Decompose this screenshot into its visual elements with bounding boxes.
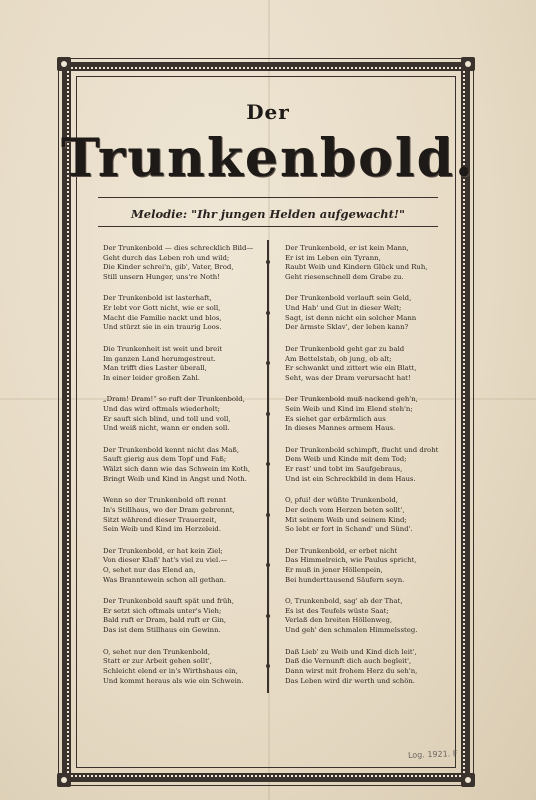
verse-line: Der Trunkenbold, er erbet nicht	[285, 546, 398, 555]
left-column	[103, 244, 283, 698]
verse-line: Sitzt während dieser Trauerzeit,	[103, 515, 217, 524]
verse-line: Er rast' und tobt im Saufgebraus,	[285, 465, 403, 474]
stanza	[103, 395, 283, 433]
divider-ornament	[266, 462, 270, 466]
stanza	[285, 597, 465, 635]
verse-line: „Dram! Dram!“ so ruft der Trunkenbold,	[103, 395, 245, 404]
verse-line: Und Hab' und Gut in dieser Welt;	[285, 304, 402, 313]
verse-line: Der Trunkenbold geht gar zu bald	[285, 344, 405, 353]
divider-ornament	[266, 614, 270, 618]
verse-line: In dieses Mannes armem Haus.	[285, 424, 396, 433]
verse-line: Und kommt heraus als wie ein Schwein.	[103, 676, 244, 685]
melody-line: Melodie: "Ihr jungen Helden aufgewacht!"	[131, 207, 405, 221]
verse-line: Wälzt sich dann wie das Schwein im Koth,	[103, 465, 251, 474]
verse-line: Wenn so der Trunkenbold oft rennt	[103, 496, 227, 505]
verse-line: Und das wird oftmals wiederholt;	[103, 405, 220, 413]
title-article: Der	[246, 100, 290, 124]
verse-line: Der Trunkenbold muß nackend geh'n,	[285, 395, 418, 404]
verse-line: Er schwankt und zittert wie ein Blatt,	[285, 364, 417, 373]
verse-line: Verlaß den breiten Höllenweg,	[285, 616, 393, 625]
divider-ornament	[266, 513, 270, 517]
stanza	[285, 294, 465, 332]
verse-line: Seht, was der Dram verursacht hat!	[285, 373, 411, 382]
verse-line: Schleicht elend er in's Wirthshaus ein,	[103, 666, 238, 675]
stanza	[285, 446, 465, 484]
divider-ornament	[266, 412, 270, 416]
verse-line: Er muß in jener Höllenpein,	[285, 566, 383, 574]
stanza	[103, 648, 283, 686]
verse-line: Der Trunkenbold — dies schrecklich Bild—	[103, 244, 254, 252]
verse-line: Der ärmste Sklav', der leben kann?	[285, 323, 409, 332]
stanza	[103, 244, 283, 282]
verse-line: Dann wirst mit frohem Herz du seh'n,	[285, 666, 418, 675]
verse-line: Und weiß nicht, wann er enden soll.	[103, 424, 230, 433]
page-title: Trunkenbold.	[60, 128, 476, 189]
verse-line: Und ist ein Schreckbild in dem Haus.	[285, 474, 416, 483]
verse-line: O, pfui! der wüßte Trunkenbold,	[285, 496, 398, 505]
divider-ornament	[266, 311, 270, 315]
verse-line: Sein Weib und Kind im Elend steh'n;	[285, 405, 413, 413]
verse-line: Der Trunkenbold schimpft, flucht und droht	[285, 445, 439, 454]
corner-ornament-tr	[461, 57, 475, 71]
verse-line: Das Leben wird dir werth und schön.	[285, 676, 415, 685]
corner-ornament-tl	[57, 57, 71, 71]
verse-line: Der Trunkenbold, er ist kein Mann,	[285, 244, 409, 252]
verse-line: Was Branntewein schon all gethan.	[103, 575, 227, 584]
verse-line: O, sehet nur den Trunkenbold,	[103, 647, 211, 656]
verse-line: Die Kinder schrei'n, gib', Vater, Brod,	[103, 263, 234, 272]
verse-line: Das ist dem Stillhaus ein Gewinn.	[103, 626, 221, 635]
verse-line: Es siehet gar erbärmlich aus	[285, 414, 386, 423]
verse-line: Der Trunkenbold kennt nicht das Maß,	[103, 445, 240, 454]
verse-line: Man trifft dies Laster überall,	[103, 364, 207, 373]
verse-line: O, sehet nur das Elend an,	[103, 566, 196, 574]
stanza	[103, 496, 283, 534]
verse-line: Geht riesenschnell dem Grabe zu.	[285, 272, 404, 281]
verse-line: Bei hunderttausend Säufern seyn.	[285, 575, 405, 584]
archive-stamp: Log. 1921. F	[407, 749, 458, 760]
verse-line: Er lebt vor Gott nicht, wie er soll,	[103, 304, 221, 313]
corner-ornament-br	[461, 773, 475, 787]
stanza	[285, 496, 465, 534]
verse-line: Und stürzt sie in ein traurig Loos.	[103, 323, 222, 332]
right-column	[285, 244, 465, 698]
verse-line: Er sauft sich blind, und toll und voll,	[103, 414, 231, 423]
column-divider	[266, 240, 270, 693]
verse-line: Sagt, ist denn nicht ein solcher Mann	[285, 313, 417, 322]
verse-line: Mit seinem Weib und seinem Kind;	[285, 515, 407, 524]
verse-line: Raubt Weib und Kindern Glück und Ruh,	[285, 263, 428, 272]
stanza	[103, 597, 283, 635]
verse-line: Er ist im Leben ein Tyrann,	[285, 253, 381, 262]
stanza	[285, 648, 465, 686]
verse-line: Bald ruft er Dram, bald ruft er Gin,	[103, 616, 227, 625]
verse-line: In's Stillhaus, wo der Dram gebrennt,	[103, 505, 235, 514]
verse-line: Die Trunkenheit ist weit und breit	[103, 344, 223, 353]
verse-line: Von dieser Klaß' hat's viel zu viel.—	[103, 556, 228, 565]
verse-line: Im ganzen Land herumgestreut.	[103, 354, 216, 363]
stanza	[285, 345, 465, 383]
title-rule-bottom	[98, 226, 438, 227]
divider-ornament	[266, 361, 270, 365]
verse-line: Daß Lieb' zu Weib und Kind dich leit',	[285, 647, 417, 656]
stanza	[285, 244, 465, 282]
verse-line: So lebt er fort in Schand' und Sünd'.	[285, 525, 413, 534]
verse-line: Sein Weib und Kind im Herzeleid.	[103, 525, 222, 534]
verse-line: O, Trunkenbold, sag' ab der That,	[285, 597, 403, 606]
verse-line: Der Trunkenbold, er hat kein Ziel;	[103, 546, 223, 555]
verse-line: Der doch vom Herzen beten sollt',	[285, 505, 405, 514]
verse-line: Statt er zur Arbeit gehen sollt',	[103, 657, 212, 666]
divider-ornament	[266, 260, 270, 264]
verse-line: Macht die Familie nackt und blos,	[103, 313, 222, 322]
stanza	[103, 345, 283, 383]
verse-line: Still unsern Hunger, uns're Noth!	[103, 272, 221, 281]
verse-line: Am Bettelstab, ob jung, ob alt;	[285, 354, 392, 363]
title-rule-top	[98, 197, 438, 198]
stanza	[103, 294, 283, 332]
verse-line: Das Himmelreich, wie Paulus spricht,	[285, 556, 417, 565]
verse-line: Bringt Weib und Kind in Angst und Noth.	[103, 474, 247, 483]
verse-line: In einer leider großen Zahl.	[103, 373, 200, 382]
verse-line: Der Trunkenbold verlauft sein Geld,	[285, 294, 412, 303]
corner-ornament-bl	[57, 773, 71, 787]
stanza	[285, 547, 465, 585]
verse-line: Sauft gierig aus dem Topf und Faß;	[103, 455, 227, 464]
divider-ornament	[266, 664, 270, 668]
verse-line: Er setzt sich oftmals unter's Vieh;	[103, 606, 222, 615]
verse-line: Dem Weib und Kinde mit dem Tod;	[285, 455, 407, 464]
verse-line: Der Trunkenbold sauft spät und früh,	[103, 597, 234, 606]
divider-ornament	[266, 563, 270, 567]
stanza	[285, 395, 465, 433]
verse-line: Und geh' den schmalen Himmelssteg.	[285, 626, 418, 635]
verse-line: Daß die Vernunft dich auch begleit',	[285, 657, 412, 666]
verse-line: Der Trunkenbold ist lasterhaft,	[103, 294, 212, 303]
stanza	[103, 547, 283, 585]
stanza	[103, 446, 283, 484]
verse-line: Geht durch das Leben roh und wild;	[103, 253, 230, 262]
verse-line: Es ist des Teufels wüste Saat;	[285, 606, 389, 615]
